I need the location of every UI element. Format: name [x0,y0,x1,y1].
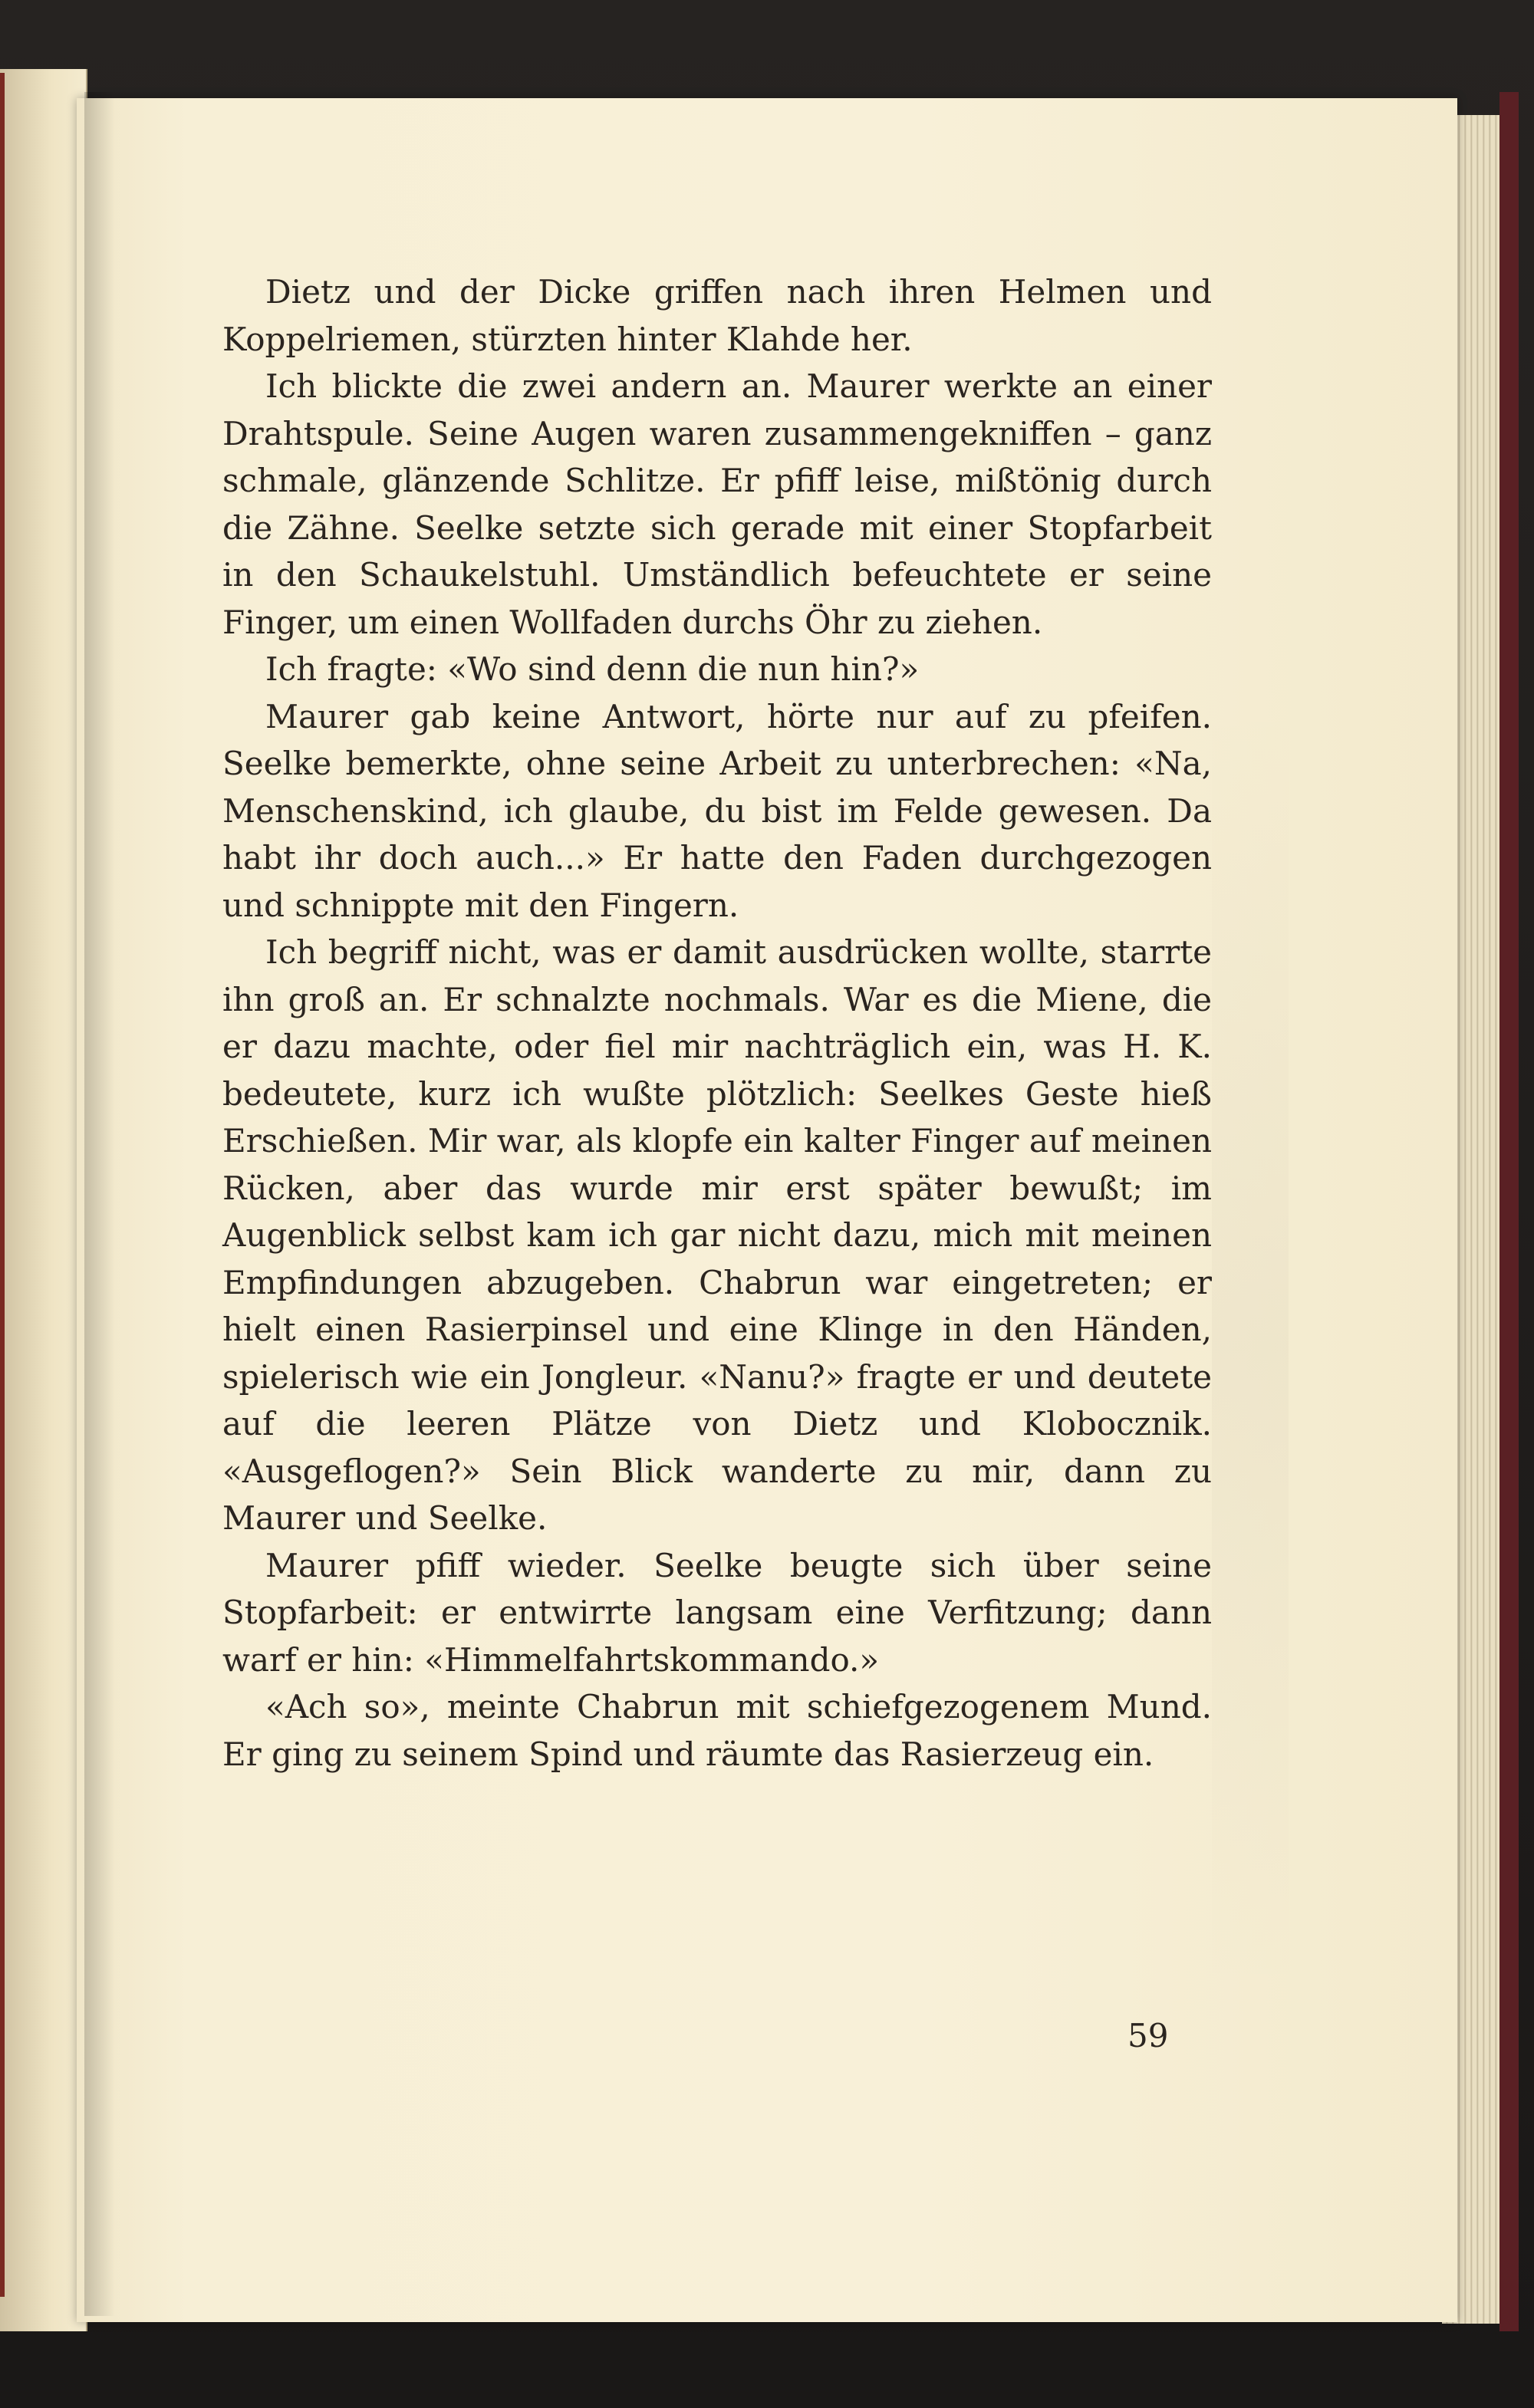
page-number: 59 [1127,2017,1169,2054]
paragraph: Ich fragte: «Wo sind denn die nun hin?» [265,650,920,688]
paragraph: Dietz und der Dicke griffen nach ihren Helmen und Koppelriemen, stürzten hinter Klahde her. [222,273,1212,358]
paragraph: Ich blickte die zwei andern an. Maurer werkte an einer Drahtspule. Seine Augen waren zusammengekniffen – ganz schmale, glänzende Schlitze. Er pfiff leise, mißtönig durch die Zähne. Seelke setzte sich gerade mit einer Stopfarbeit in den Schaukelstuhl. Umständlich befeuchtete er seine Finger, um einen Wollfaden durchs Öhr zu ziehen. [222,367,1212,641]
paragraph: Maurer pfiff wieder. Seelke beugte sich über seine Stopfarbeit: er entwirrte langsam eine Verfitzung; dann warf er hin: «Himmelfahrtskommando.» [222,1546,1212,1679]
book-cover-left [0,73,5,2297]
left-page-edge [0,69,87,2331]
paragraph: «Ach so», meinte Chabrun mit schiefgezogenem Mund. Er ging zu seinem Spind und räumte das Rasierzeug ein. [222,1688,1212,1773]
book-cover-right [1499,92,1519,2331]
paragraph: Ich begriff nicht, was er damit ausdrücken wollte, starrte ihn groß an. Er schnalzte nochmals. War es die Miene, die er dazu machte, oder fiel mir nachträglich ein, was H. K. bedeutete, kurz ich wußte plötzlich: Seelkes Geste hieß Erschießen. Mir war, als klopfe ein kalter Finger auf meinen Rücken, aber das wurde mir erst später bewußt; im Augenblick selbst kam ich gar nicht dazu, mich mit meinen Empfindungen abzugeben. Chabrun war eingetreten; er hielt einen Rasierpinsel und eine Klinge in den Händen, spielerisch wie ein Jongleur. «Nanu?» fragte er und deutete auf die leeren Plätze von Dietz und Klobocznik. «Ausgeflogen?» Sein Blick wanderte zu mir, dann zu Maurer und Seelke. [222,933,1212,1537]
paragraph: Maurer gab keine Antwort, hörte nur auf zu pfeifen. Seelke bemerkte, ohne seine Arbeit zu unterbrechen: «Na, Menschenskind, ich glaube, du bist im Felde gewesen. Da habt ihr doch auch...» Er hatte den Faden durchgezogen und schnippte mit den Fingern. [222,697,1212,924]
show-through-shadow [1212,696,1289,2000]
spine-shadow [84,92,115,2316]
body-text [222,268,1212,1778]
